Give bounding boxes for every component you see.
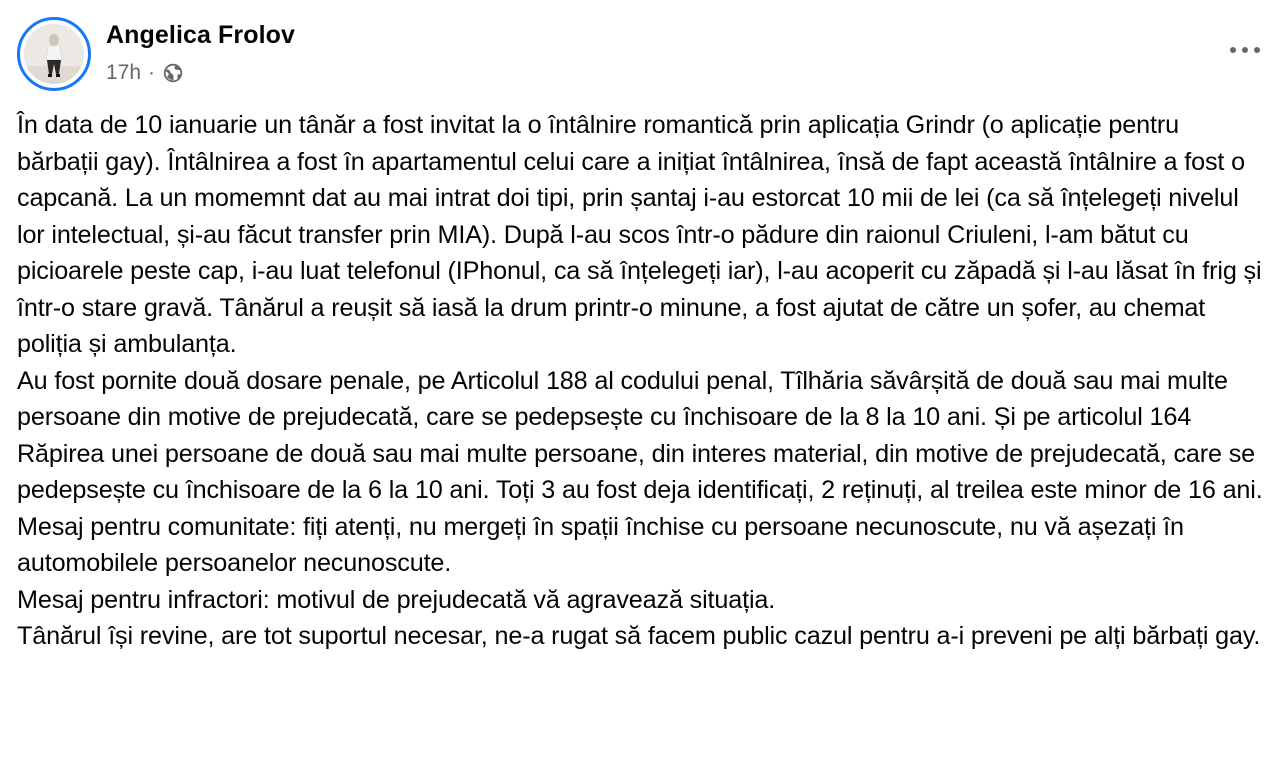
avatar-photo-icon [24, 24, 84, 84]
post-meta [106, 61, 183, 85]
post-paragraph: Tânărul își revine, are tot suportul necesar, ne-a rugat să facem public cazul pentru a-i preveni pe alți bărbați gay. [17, 622, 1261, 650]
avatar [24, 24, 84, 84]
globe-icon[interactable] [163, 63, 183, 83]
post-paragraph: În data de 10 ianuarie un tânăr a fost invitat la o întâlnire romantică prin aplicația Grindr (o aplicație pentru bărbații gay). Întâlnirea a fost în apartamentul celui care a inițiat întâlnirea, însă de fapt această întâlnire a fost o capcană. La un momemnt dat au mai intrat doi tipi, prin șantaj i-au estorcat 10 mii de lei (ca să înțelegeți nivelul lor intelectual, și-au făcut transfer prin MIA). După l-au scos într-o pădure din raionul Criuleni, l-am bătut cu picioarele peste cap, i-au luat telefonul (IPhonul, ca să înțelegeți iar), l-au acoperit cu zăpadă și l-au lăsat în frig și într-o stare gravă. Tânărul a reușit să iasă la drum printr-o minune, a fost ajutat de către un șofer, au chemat poliția și ambulanța. [17, 111, 1269, 358]
post-paragraph: Mesaj pentru comunitate: fiți atenți, nu mergeți în spații închise cu persoane necunoscute, nu vă așezați în automobilele persoanelor necunoscute. [17, 512, 1191, 577]
post-text [17, 107, 1269, 655]
post-header [17, 17, 1263, 91]
more-horizontal-icon [1229, 46, 1261, 54]
profile-picture[interactable] [17, 17, 91, 91]
post-timestamp[interactable]: 17h [106, 61, 142, 84]
post-paragraph: Au fost pornite două dosare penale, pe Articolul 188 al codului penal, Tîlhăria săvârșită de două sau mai multe persoane din motive de prejudecată, care se pedepsește cu închisoare de la 8 la 10 ani. Și pe articolul 164 Răpirea unei persoane de două sau mai multe persoane, din interes material, din motive de prejudecată, care se pedepsește cu închisoare de la 6 la 10 ani. Toți 3 au fost deja identificați, 2 reținuți, al treilea este minor de 16 ani. [17, 366, 1263, 504]
meta-separator: · [148, 61, 156, 84]
more-options-button[interactable] [1227, 35, 1263, 65]
post-paragraph: Mesaj pentru infractori: motivul de prejudecată vă agravează situația. [17, 585, 776, 614]
author-name[interactable]: Angelica Frolov [106, 21, 296, 49]
